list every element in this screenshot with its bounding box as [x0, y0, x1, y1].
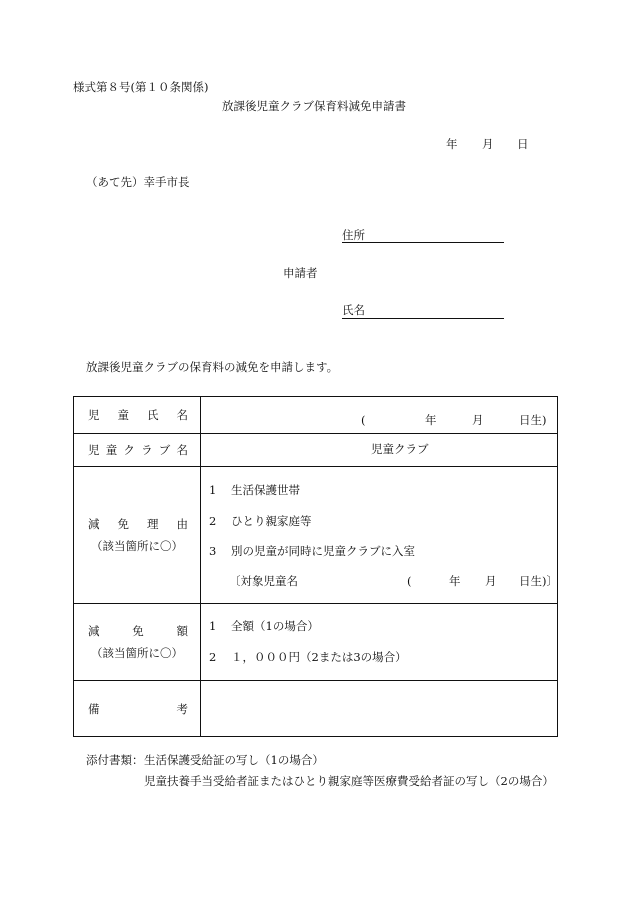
target-birth-year: 年: [449, 574, 461, 588]
club-name-field[interactable]: [201, 434, 558, 467]
reason-option-3[interactable]: 3 別の児童が同時に児童クラブに入室: [209, 544, 415, 558]
document-title: 放課後児童クラブ保育料減免申請書: [222, 99, 406, 113]
form-number: 様式第８号(第１０条関係): [73, 80, 209, 94]
attachments-label: 添付書類：: [86, 753, 144, 767]
addressee: （あて先）幸手市長: [86, 175, 190, 189]
child-name-row: [74, 397, 558, 434]
amount-options: [201, 604, 558, 681]
address-field-line[interactable]: [342, 242, 504, 243]
remarks-row: [74, 681, 558, 737]
club-name-label: 児 童 ク ラ ブ 名: [74, 434, 201, 467]
reason-options: [201, 467, 558, 604]
reason-row: [74, 467, 558, 604]
target-birth-day: 日生)〕: [519, 574, 558, 588]
amount-option-1[interactable]: 1 全額（1の場合）: [209, 619, 319, 633]
amount-option-2[interactable]: 2 １，０００円（2または3の場合）: [209, 650, 407, 664]
reason-option-2[interactable]: 2 ひとり親家庭等: [209, 514, 312, 528]
address-label: 住所: [342, 228, 365, 242]
reason-sub-label: （該当箇所に〇）: [91, 539, 183, 553]
birth-day-label: 日生): [519, 413, 547, 427]
attachment-line-2: 児童扶養手当受給者証またはひとり親家庭等医療費受給者証の写し（2の場合）: [144, 774, 554, 788]
reason-label: 減 免 理 由 （該当箇所に〇）: [74, 467, 201, 604]
name-field-line[interactable]: [342, 318, 504, 319]
remarks-label: 備 考: [74, 681, 201, 737]
birth-month-label: 月: [472, 413, 484, 427]
date-month-label: 月: [482, 137, 494, 151]
amount-sub-label: （該当箇所に〇）: [91, 646, 183, 660]
attachment-line-1: 生活保護受給証の写し（1の場合）: [144, 753, 324, 767]
statement: 放課後児童クラブの保育料の減免を申請します。: [86, 360, 339, 374]
reason-option-1[interactable]: 1 生活保護世帯: [209, 483, 300, 497]
target-birth-open: (: [407, 574, 412, 588]
amount-label: 減 免 額 （該当箇所に〇）: [74, 604, 201, 681]
birth-year-label: 年: [425, 413, 437, 427]
birth-open-paren: (: [361, 413, 366, 427]
amount-row: [74, 604, 558, 681]
child-name-label: 児 童 氏 名: [74, 397, 201, 434]
child-name-field[interactable]: [201, 397, 558, 434]
name-label: 氏名: [342, 303, 365, 317]
remarks-field[interactable]: [201, 681, 558, 737]
application-table: [73, 396, 558, 737]
date-day-label: 日: [517, 137, 529, 151]
applicant-label: 申請者: [283, 266, 318, 280]
date-year-label: 年: [446, 137, 458, 151]
target-birth-month: 月: [485, 574, 497, 588]
club-name-row: [74, 434, 558, 467]
club-name-value: 児童クラブ: [371, 442, 429, 456]
target-child-label: 〔対象児童名: [229, 574, 298, 588]
